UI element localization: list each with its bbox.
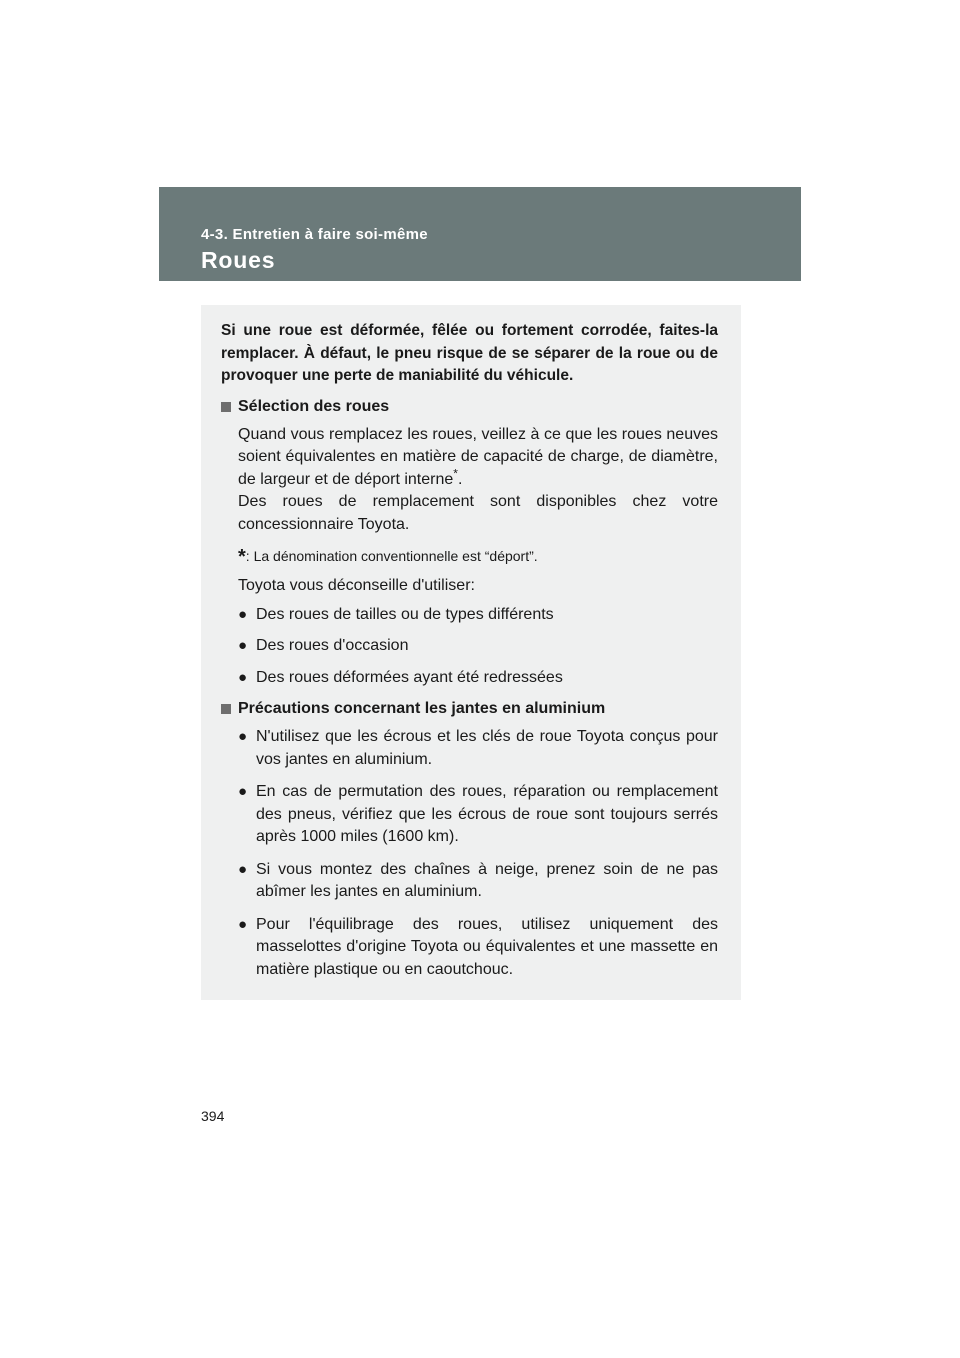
list-item-text: Pour l'équilibrage des roues, utilisez uniquement des masselottes d'origine Toyota ou équivalentes et une massette en matière plastique ou en caoutchouc. <box>256 915 718 978</box>
list-item <box>238 635 718 658</box>
bullet-icon: ● <box>238 915 248 933</box>
list-item-text: Des roues déformées ayant été redressées <box>256 668 563 686</box>
list-item-text: Si vous montez des chaînes à neige, prenez soin de ne pas abîmer les jantes en aluminium. <box>256 860 718 900</box>
list-item <box>238 859 718 904</box>
dealer-paragraph: Des roues de remplacement sont disponibles chez votre concessionnaire Toyota. <box>238 493 718 533</box>
list-item-text: N'utilisez que les écrous et les clés de roue Toyota conçus pour vos jantes en aluminium. <box>256 728 718 768</box>
bullet-icon: ● <box>238 728 248 745</box>
list-item <box>238 726 718 771</box>
page-number: 394 <box>201 1108 225 1124</box>
list-item-text: Des roues d'occasion <box>256 637 409 654</box>
subsection-heading-text: Sélection des roues <box>238 397 390 415</box>
content-box <box>201 305 741 1000</box>
square-bullet-icon <box>221 402 231 412</box>
list-item-text: En cas de permutation des roues, réparation ou remplacement des pneus, vérifiez que les écrous de roue sont toujours serrés après 1000 miles (1600 km). <box>256 783 718 845</box>
list-item <box>238 667 718 690</box>
asterisk-mark: * <box>453 466 458 481</box>
subsection-heading-text: Précautions concernant les jantes en aluminium <box>238 700 606 717</box>
subsection-heading-wheel-selection <box>221 396 718 418</box>
subsection-heading-aluminium-precautions <box>221 698 718 720</box>
chapter-header <box>159 187 801 281</box>
bullet-icon: ● <box>238 860 248 878</box>
bullet-icon: ● <box>238 783 248 800</box>
list-item <box>238 914 718 982</box>
list-item <box>238 604 718 627</box>
bullet-icon: ● <box>238 605 248 623</box>
footnote <box>238 546 718 567</box>
bullet-icon: ● <box>238 637 248 654</box>
page-title: Roues <box>201 247 276 273</box>
intro-warning: Si une roue est déformée, fêlée ou fortement corrodée, faites-la remplacer. À défaut, le pneu risque de se séparer de la roue ou de provoquer une perte de maniabilité du véhicule. <box>221 322 718 384</box>
square-bullet-icon <box>221 704 231 714</box>
footnote-text: : La dénomination conventionnelle est “déport”. <box>245 548 538 564</box>
asterisk-icon: * <box>238 546 246 568</box>
list-item-text: Des roues de tailles ou de types différents <box>256 605 554 623</box>
wheel-selection-paragraph <box>238 424 718 492</box>
bullet-icon: ● <box>238 668 248 686</box>
section-label: 4-3. Entretien à faire soi-même <box>201 226 428 243</box>
paragraph-end: . <box>457 470 463 488</box>
paragraph-text: Quand vous remplacez les roues, veillez à ce que les roues neuves soient équivalentes en matière de capacité de charge, de diamètre, de largeur et de déport interne <box>238 425 718 488</box>
list-item <box>238 781 718 849</box>
advice-line: Toyota vous déconseille d'utiliser: <box>238 577 475 594</box>
